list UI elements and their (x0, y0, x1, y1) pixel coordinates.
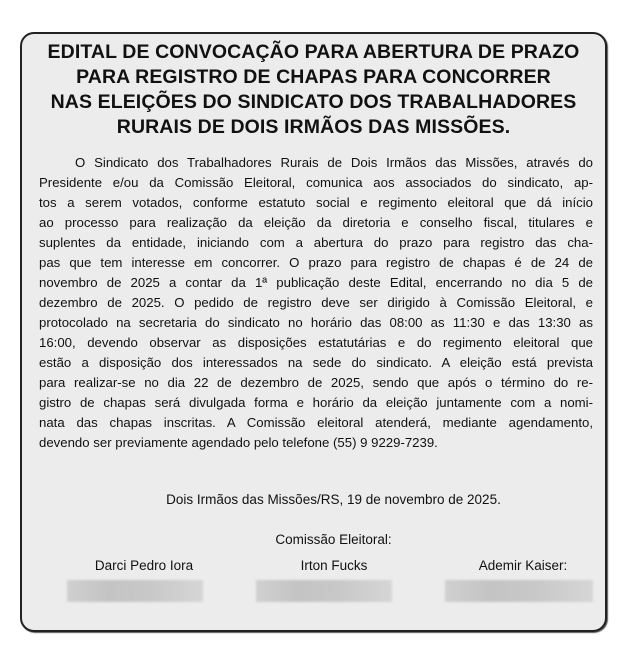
notice-body (39, 153, 593, 453)
body-line: protocolado na secretaria do sindicato no horário das 08:00 as 11:30 e das 13:30 as (39, 315, 593, 330)
body-line: O Sindicato dos Trabalhadores Rurais de Dois Irmãos das Missões, através do (75, 155, 593, 170)
body-line: gistro de chapas será divulgada forma e horário da eleição juntamente com a nomi- (39, 395, 593, 410)
redacted-signature (67, 580, 203, 602)
body-line: 16:00, devendo observar as disposições estatutárias e do regimento eleitoral que (39, 335, 593, 350)
body-line: para realizar-se no dia 22 de dezembro de 2025, sendo que após o término do re- (39, 375, 593, 390)
body-line: pas que tem interesse em concorrer. O prazo para registro de chapas é de 24 de (39, 255, 593, 270)
title-line: EDITAL DE CONVOCAÇÃO PARA ABERTURA DE PRAZO (47, 41, 580, 63)
signatory-name: Darci Pedro Iora (94, 558, 194, 573)
body-line: Presidente e/ou da Comissão Eleitoral, comunica aos associados do sindicato, ap- (39, 175, 593, 190)
signatory-name: Ademir Kaiser: (478, 558, 568, 573)
title-line: PARA REGISTRO DE CHAPAS PARA CONCORRER (76, 66, 551, 88)
body-line: ao processo para realização da eleição da diretoria e conselho fiscal, titulares e (39, 215, 593, 230)
body-line: suplentes da entidade, iniciando com a abertura do prazo para registro das cha- (39, 235, 593, 250)
body-line: novembro de 2025 a contar da 1ª publicação deste Edital, encerrando no dia 5 de (39, 275, 593, 290)
body-line: tos a serem votados, conforme estatuto social e regimento eleitoral que dá início (39, 195, 593, 210)
body-line: devendo ser previamente agendado pelo telefone (55) 9 9229-7239. (39, 435, 438, 450)
redacted-signature (445, 580, 593, 602)
notice-box (20, 32, 607, 632)
commission-label: Comissão Eleitoral: (275, 532, 392, 547)
redacted-signature (256, 580, 392, 602)
body-line: nata das chapas inscritas. A Comissão eleitoral atenderá, mediante agendamento, (39, 415, 593, 430)
body-line: dezembro de 2025. O pedido de registro deve ser dirigido à Comissão Eleitoral, e (39, 295, 593, 310)
title-line: NAS ELEIÇÕES DO SINDICATO DOS TRABALHADORES (50, 91, 577, 113)
notice-title (46, 40, 581, 140)
signatory-name: Irton Fucks (300, 558, 368, 573)
date-line: Dois Irmãos das Missões/RS, 19 de novembro de 2025. (166, 492, 501, 507)
body-line: estão a disposição dos interessados na sede do sindicato. A eleição está prevista (39, 355, 593, 370)
title-line: RURAIS DE DOIS IRMÃOS DAS MISSÕES. (116, 116, 511, 138)
